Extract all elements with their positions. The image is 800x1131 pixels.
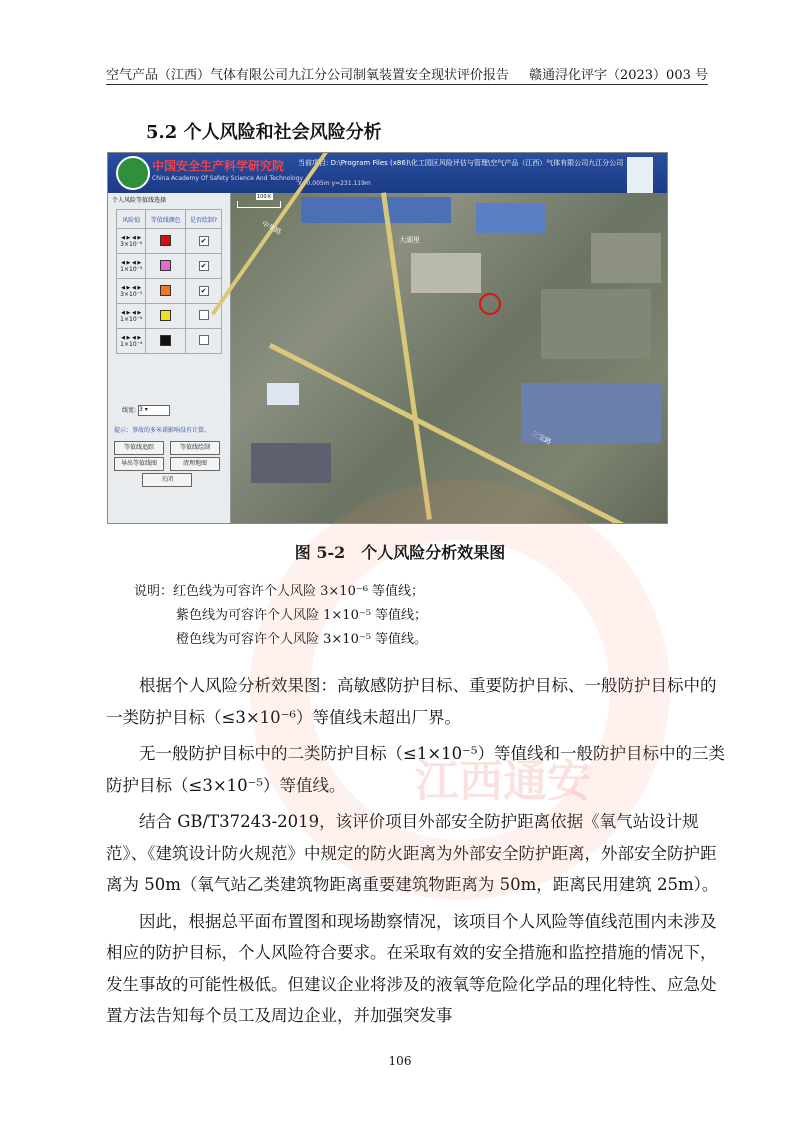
watermark-text: 江西通安 bbox=[415, 756, 591, 807]
app-banner bbox=[108, 153, 667, 193]
draw-checkbox[interactable]: ✔ bbox=[199, 286, 209, 296]
table-row bbox=[117, 229, 222, 254]
note-line: 橙色线为可容许个人风险 3×10⁻⁵ 等值线。 bbox=[176, 632, 428, 647]
close-button[interactable]: 关闭 bbox=[142, 473, 192, 487]
risk-contour-circle bbox=[479, 293, 501, 315]
paragraph: 无一般防护目标中的二类防护目标（≤1×10⁻⁵）等值线和一般防护目标中的三类防护目标（≤3×10⁻⁵）等值线。 bbox=[106, 744, 725, 795]
draw-checkbox[interactable]: ✔ bbox=[199, 261, 209, 271]
line-width-value: 3 bbox=[138, 406, 143, 413]
color-swatch[interactable] bbox=[160, 285, 171, 296]
clear-map-button[interactable]: 清理地图 bbox=[170, 457, 220, 471]
table-row bbox=[117, 329, 222, 354]
figure-notes bbox=[134, 580, 427, 652]
col-header-draw: 是否绘制? bbox=[186, 210, 222, 229]
risk-contour-table bbox=[116, 209, 222, 354]
map-building-roof bbox=[301, 197, 451, 223]
map-scale-bar bbox=[237, 194, 281, 208]
export-contour-button[interactable]: 导出等值线图 bbox=[114, 457, 164, 471]
value-stepper[interactable]: ◀ ▶ ◀ ▶ bbox=[121, 284, 142, 291]
draw-checkbox[interactable]: ✔ bbox=[199, 236, 209, 246]
hint-text: 提示：事故的多米诺影响没有计算。 bbox=[114, 427, 211, 434]
color-swatch[interactable] bbox=[160, 335, 171, 346]
trace-contour-button[interactable]: 等值线追踪 bbox=[114, 441, 164, 455]
map-plant-area bbox=[411, 253, 481, 293]
color-swatch[interactable] bbox=[160, 260, 171, 271]
current-project-path: 当前项目: D:\Program Files (x86)\化工园区风险评估与管理\空气产品（江西）气体有限公司九江分公司 bbox=[298, 159, 624, 167]
line-width-control bbox=[122, 405, 170, 416]
page-number: 106 bbox=[388, 1054, 412, 1068]
value-stepper[interactable]: ◀ ▶ ◀ ▶ bbox=[121, 309, 142, 316]
line-width-select[interactable]: 3 ▾ bbox=[138, 405, 170, 416]
paragraph: 根据个人风险分析效果图：高敏感防护目标、重要防护目标、一般防护目标中的一类防护目标（≤3×10⁻⁶）等值线未超出厂界。 bbox=[106, 676, 717, 727]
contour-selection-panel bbox=[108, 193, 231, 523]
value-stepper[interactable]: ◀ ▶ ◀ ▶ bbox=[121, 334, 142, 341]
value-stepper[interactable]: ◀ ▶ ◀ ▶ bbox=[121, 259, 142, 266]
table-row bbox=[117, 279, 222, 304]
map-field bbox=[541, 289, 651, 359]
line-width-label: 线宽: bbox=[122, 407, 137, 414]
header-report-title: 空气产品（江西）气体有限公司九江分公司制氧装置安全现状评价报告 bbox=[106, 68, 510, 83]
table-row bbox=[117, 254, 222, 279]
table-row bbox=[117, 304, 222, 329]
draw-checkbox[interactable] bbox=[199, 310, 209, 320]
map-building-roof bbox=[267, 383, 299, 405]
satellite-map[interactable] bbox=[231, 193, 667, 523]
header-report-number: 赣通浔化评字（2023）003 号 bbox=[528, 68, 708, 83]
note-line: 说明：红色线为可容许个人风险 3×10⁻⁶ 等值线； bbox=[134, 584, 425, 599]
map-label: 中华路 bbox=[260, 219, 283, 237]
map-label: 大湖里 bbox=[399, 236, 420, 244]
body-text bbox=[106, 670, 726, 1037]
draw-contour-button[interactable]: 等值线绘制 bbox=[170, 441, 220, 455]
panel-title: 个人风险等值线选择 bbox=[112, 197, 167, 204]
risk-value: 1×10⁻⁴ bbox=[120, 340, 143, 348]
map-building-roof bbox=[251, 443, 331, 483]
risk-value: 3×10⁻⁶ bbox=[120, 240, 143, 248]
risk-analysis-screenshot bbox=[107, 152, 668, 524]
map-field bbox=[591, 233, 661, 283]
cursor-coordinates: x=0.005m y=231.119m bbox=[298, 180, 371, 187]
paragraph: 因此，根据总平面布置图和现场勘察情况，该项目个人风险等值线范围内未涉及相应的防护目标，个人风险符合要求。在采取有效的安全措施和监控措施的情况下，发生事故的可能性极低。但建议企业将涉及的液氧等危险化学品的理化特性、应急处置方法告知每个员工及周边企业，并加强突发事 bbox=[106, 911, 717, 1025]
building-image bbox=[627, 157, 653, 193]
scale-label: 100米 bbox=[257, 194, 272, 200]
figure-caption: 图 5-2 个人风险分析效果图 bbox=[294, 543, 506, 562]
table-header-row bbox=[117, 210, 222, 229]
value-stepper[interactable]: ◀ ▶ ◀ ▶ bbox=[121, 234, 142, 241]
page-header bbox=[106, 62, 708, 85]
draw-checkbox[interactable] bbox=[199, 335, 209, 345]
color-swatch[interactable] bbox=[160, 235, 171, 246]
risk-value: 3×10⁻⁵ bbox=[120, 290, 143, 298]
risk-value: 1×10⁻⁵ bbox=[120, 265, 143, 273]
paragraph: 结合 GB/T37243-2019，该评价项目外部安全防护距离依据《氧气站设计规范》、《建筑设计防火规范》中规定的防火距离为外部安全防护距离，外部安全防护距离为 50m（氧气站乙类建筑物距离重要建筑物距离为 50m，距离民用建筑 25m）。 bbox=[106, 812, 719, 894]
casst-logo-icon bbox=[116, 156, 150, 190]
banner-title-en: China Academy Of Safety Science And Technology bbox=[152, 175, 304, 182]
banner-title-cn: 中国安全生产科学研究院 bbox=[152, 159, 285, 173]
col-header-color: 等值线颜色 bbox=[146, 210, 186, 229]
note-line: 紫色线为可容许个人风险 1×10⁻⁵ 等值线； bbox=[176, 608, 428, 623]
color-swatch[interactable] bbox=[160, 310, 171, 321]
section-title: 5.2 个人风险和社会风险分析 bbox=[146, 122, 382, 143]
map-building-roof bbox=[476, 203, 546, 233]
risk-value: 1×10⁻⁶ bbox=[120, 315, 143, 323]
map-label: 三宝路 bbox=[530, 429, 553, 447]
col-header-risk-value: 风险值 bbox=[117, 210, 146, 229]
